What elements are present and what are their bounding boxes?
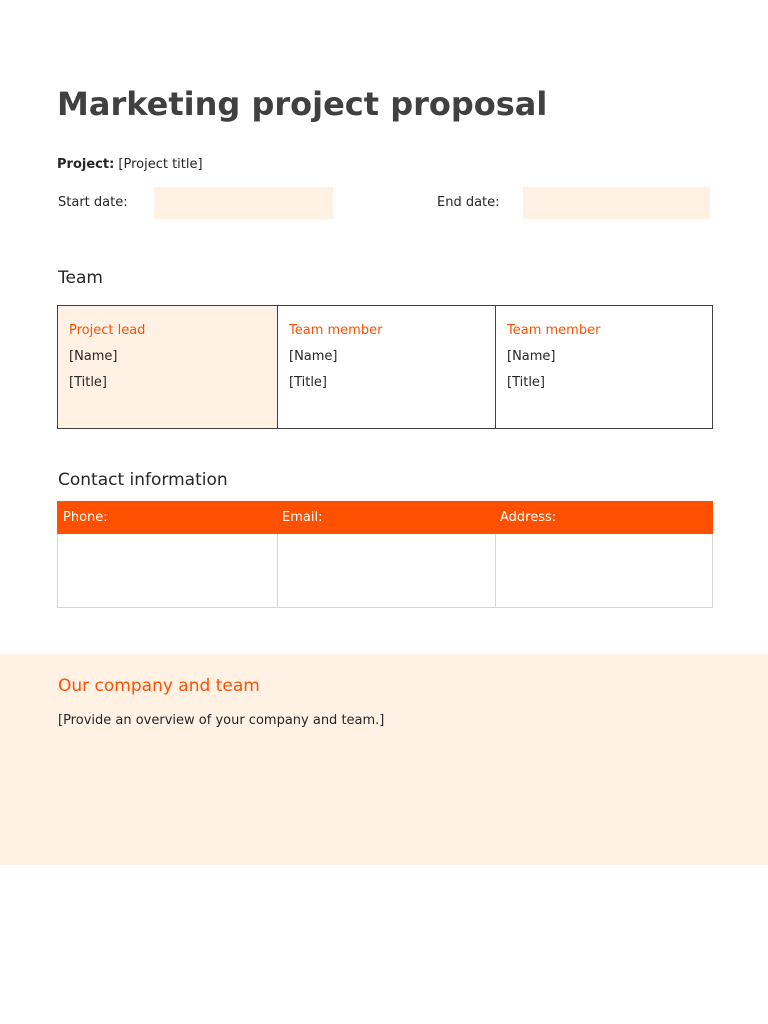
team-role: Team member	[507, 323, 601, 338]
contact-header-address: Address:	[500, 510, 557, 525]
page-title: Marketing project proposal	[57, 85, 548, 123]
project-title-value[interactable]: [Project title]	[118, 157, 203, 172]
team-heading: Team	[58, 268, 103, 288]
contact-email-cell[interactable]	[277, 534, 495, 607]
team-role: Project lead	[69, 323, 146, 338]
team-cell-member-2[interactable]	[495, 306, 712, 428]
team-member-name: [Name]	[507, 349, 556, 364]
start-date-label: Start date:	[58, 195, 128, 210]
contact-body-row	[57, 534, 713, 608]
contact-address-cell[interactable]	[495, 534, 712, 607]
team-member-title: [Title]	[289, 375, 328, 390]
company-section	[0, 654, 768, 865]
team-member-name: [Name]	[69, 349, 118, 364]
contact-heading: Contact information	[58, 470, 228, 490]
contact-phone-cell[interactable]	[58, 534, 277, 607]
team-cell-member-1[interactable]	[277, 306, 495, 428]
team-table	[57, 305, 713, 429]
team-member-name: [Name]	[289, 349, 338, 364]
team-role: Team member	[289, 323, 383, 338]
contact-header-row	[57, 501, 713, 534]
contact-table	[57, 501, 713, 608]
start-date-field[interactable]	[154, 187, 333, 219]
team-member-title: [Title]	[507, 375, 546, 390]
end-date-label: End date:	[437, 195, 500, 210]
team-cell-project-lead[interactable]	[58, 306, 277, 428]
company-heading: Our company and team	[58, 676, 260, 696]
end-date-field[interactable]	[523, 187, 710, 219]
company-overview-text[interactable]: [Provide an overview of your company and team.]	[58, 713, 385, 728]
team-member-title: [Title]	[69, 375, 108, 390]
project-label: Project:	[57, 157, 115, 172]
project-line	[57, 156, 203, 174]
contact-header-email: Email:	[282, 510, 323, 525]
contact-header-phone: Phone:	[63, 510, 108, 525]
